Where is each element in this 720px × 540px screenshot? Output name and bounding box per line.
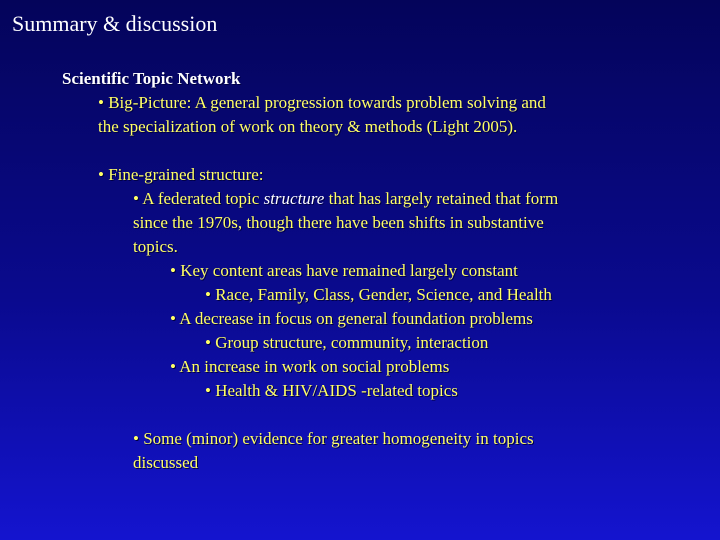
decrease-sub-bullet: • Group structure, community, interaction	[205, 333, 489, 352]
federated-bullet-line-2: since the 1970s, though there have been shifts in substantive	[133, 213, 544, 232]
federated-prefix: • A federated topic	[133, 189, 264, 208]
homogeneity-line-2: discussed	[133, 453, 199, 472]
increase-sub-bullet: • Health & HIV/AIDS -related topics	[205, 381, 458, 400]
big-picture-line-1: • Big-Picture: A general progression towards problem solving and	[98, 93, 546, 112]
fine-grained-label: • Fine-grained structure:	[98, 165, 264, 184]
homogeneity-line-1: • Some (minor) evidence for greater homogeneity in topics	[133, 429, 534, 448]
big-picture-line-2: the specialization of work on theory & methods (Light 2005).	[98, 117, 518, 136]
decrease-bullet: • A decrease in focus on general foundation problems	[170, 309, 533, 328]
increase-bullet: • An increase in work on social problems	[170, 357, 450, 376]
key-areas-bullet: • Key content areas have remained largely constant	[170, 261, 518, 280]
federated-suffix: that has largely retained that form	[324, 189, 559, 208]
federated-bullet-line-1	[133, 187, 558, 211]
slide-title: Summary & discussion	[12, 11, 218, 36]
key-areas-sub-bullet: • Race, Family, Class, Gender, Science, and Health	[205, 285, 552, 304]
federated-bullet-line-3: topics.	[133, 237, 178, 256]
federated-emphasis: structure	[263, 189, 325, 208]
section-heading: Scientific Topic Network	[62, 69, 241, 88]
